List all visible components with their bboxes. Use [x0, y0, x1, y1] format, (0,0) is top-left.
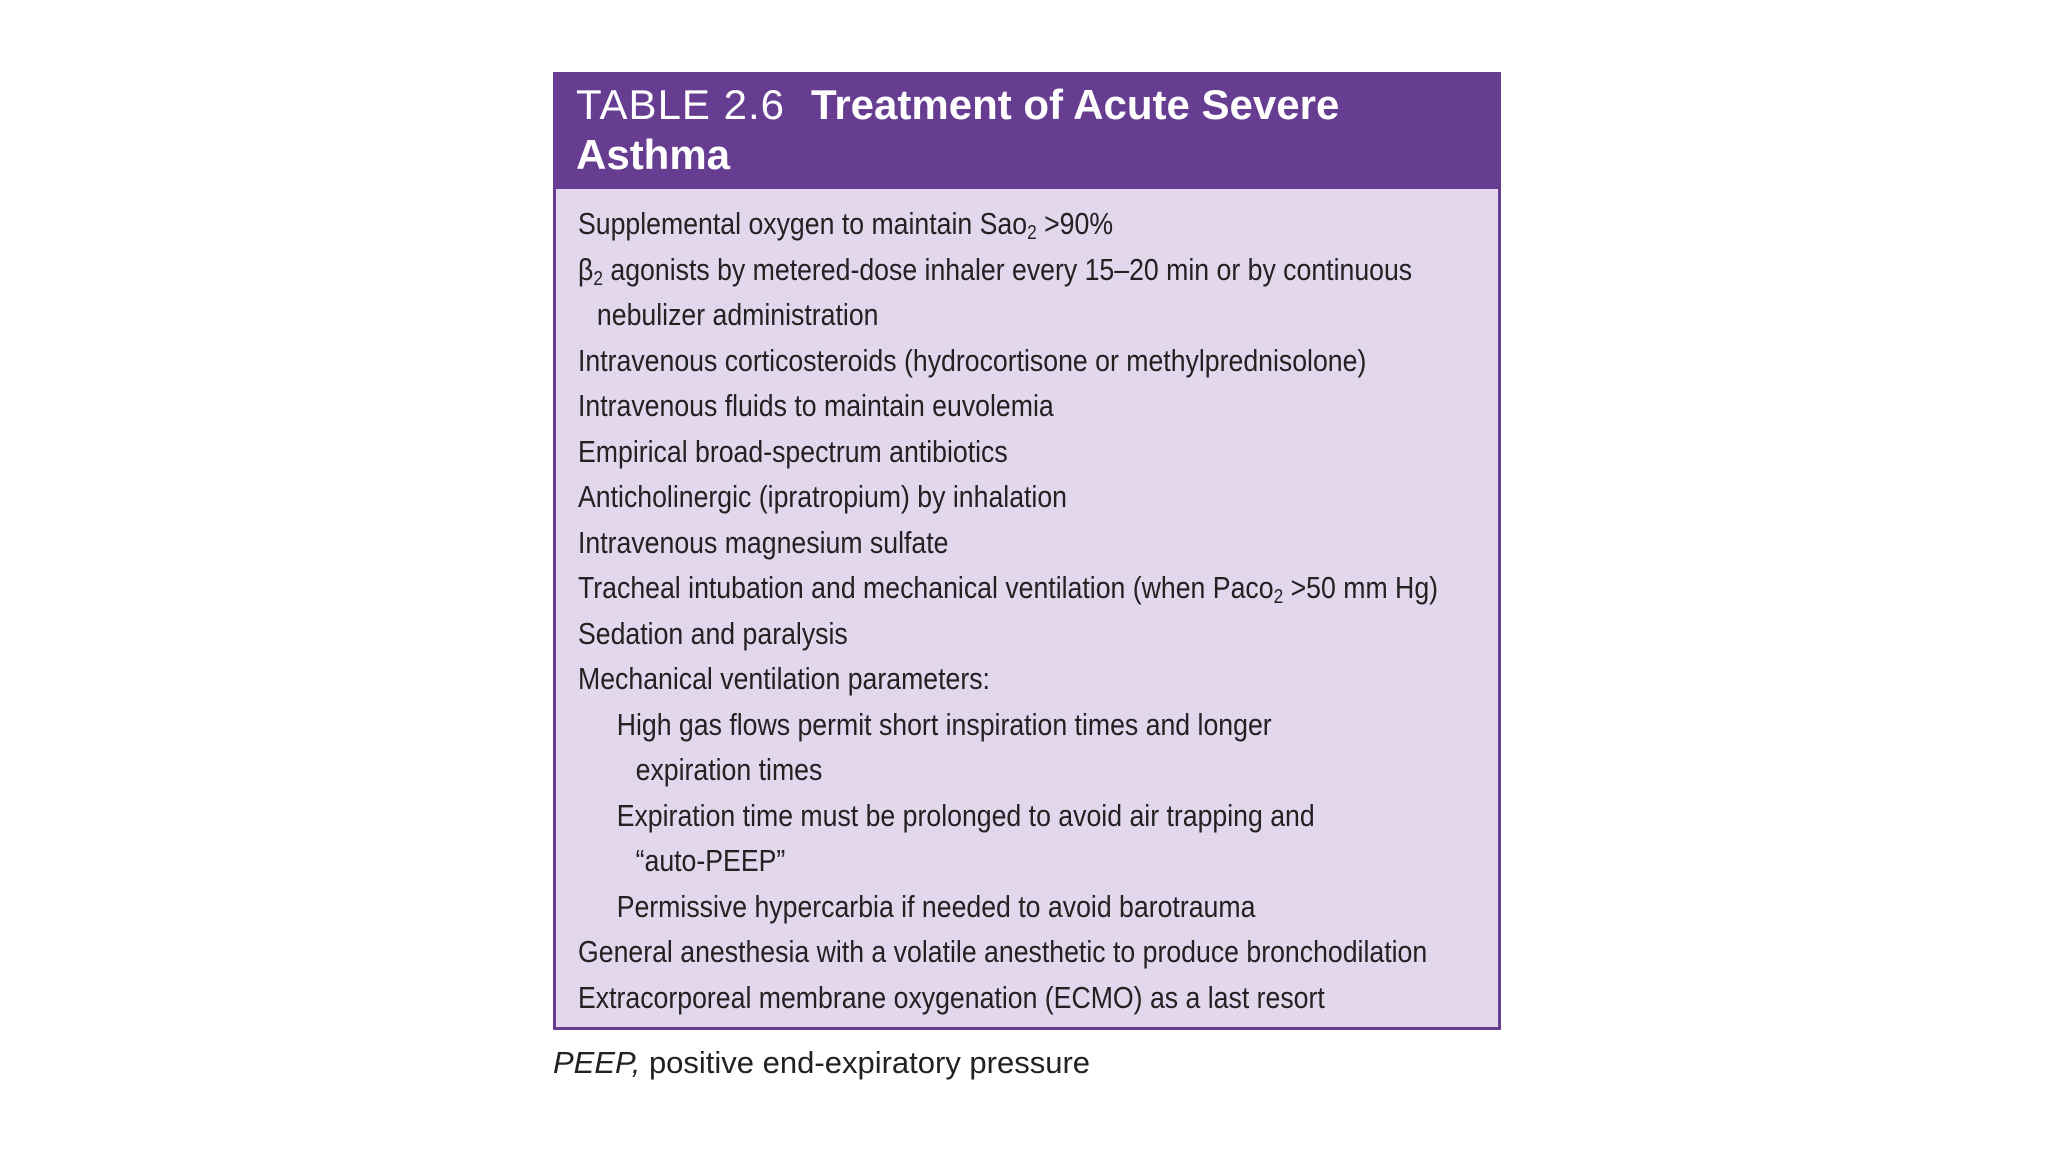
treatment-row-ecmo: Extracorporeal membrane oxygenation (ECMO) as a last resort — [578, 979, 1325, 1015]
ventilation-sub-expiration-time-cont: “auto-PEEP” — [635, 843, 786, 878]
treatment-row-sedation: Sedation and paralysis — [578, 615, 848, 651]
table-body — [556, 189, 1498, 1020]
treatment-row-beta-agonists: $\beta_2$ agonists by metered-dose inhaler every 15–20 min or by continuous — [578, 251, 1413, 290]
ventilation-sub-gas-flows-cont: expiration times — [635, 752, 823, 787]
treatment-row-anticholinergic: Anticholinergic (ipratropium) by inhalation — [578, 479, 1068, 514]
footnote-text: positive end-expiratory pressure — [640, 1045, 1091, 1080]
treatment-row-oxygen: Supplemental oxygen to maintain Sao$_2$ >90% — [578, 206, 1114, 245]
treatment-row-fluids: Intravenous fluids to maintain euvolemia — [578, 388, 1054, 423]
table-number: TABLE 2.6 — [576, 81, 785, 128]
treatment-row-ventilation-parameters: Mechanical ventilation parameters: — [578, 661, 990, 696]
treatment-row-beta-agonists-cont: nebulizer administration — [596, 297, 879, 332]
table-title-line1: Treatment of Acute Severe — [811, 81, 1340, 128]
ventilation-sub-hypercarbia: Permissive hypercarbia if needed to avoid barotrauma — [616, 888, 1256, 924]
treatment-row-intubation: Tracheal intubation and mechanical ventilation (when Paco$_2$ >50 mm Hg) — [578, 570, 1439, 609]
ventilation-sub-expiration-time: Expiration time must be prolonged to avoid air trapping and — [616, 797, 1315, 833]
footnote-abbreviation: PEEP, — [553, 1045, 641, 1080]
table-header — [556, 75, 1498, 189]
treatment-row-corticosteroids: Intravenous corticosteroids (hydrocortisone or methylprednisolone) — [578, 342, 1367, 378]
table-footnote — [553, 1040, 1090, 1085]
treatment-row-anesthesia: General anesthesia with a volatile anesthetic to produce bronchodilation — [578, 934, 1428, 969]
treatment-row-antibiotics: Empirical broad-spectrum antibiotics — [578, 433, 1008, 469]
table-title-line2: Asthma — [576, 131, 731, 178]
treatment-row-magnesium: Intravenous magnesium sulfate — [578, 524, 949, 560]
ventilation-sub-gas-flows: High gas flows permit short inspiration times and longer — [616, 706, 1272, 742]
treatment-table — [553, 72, 1501, 1030]
